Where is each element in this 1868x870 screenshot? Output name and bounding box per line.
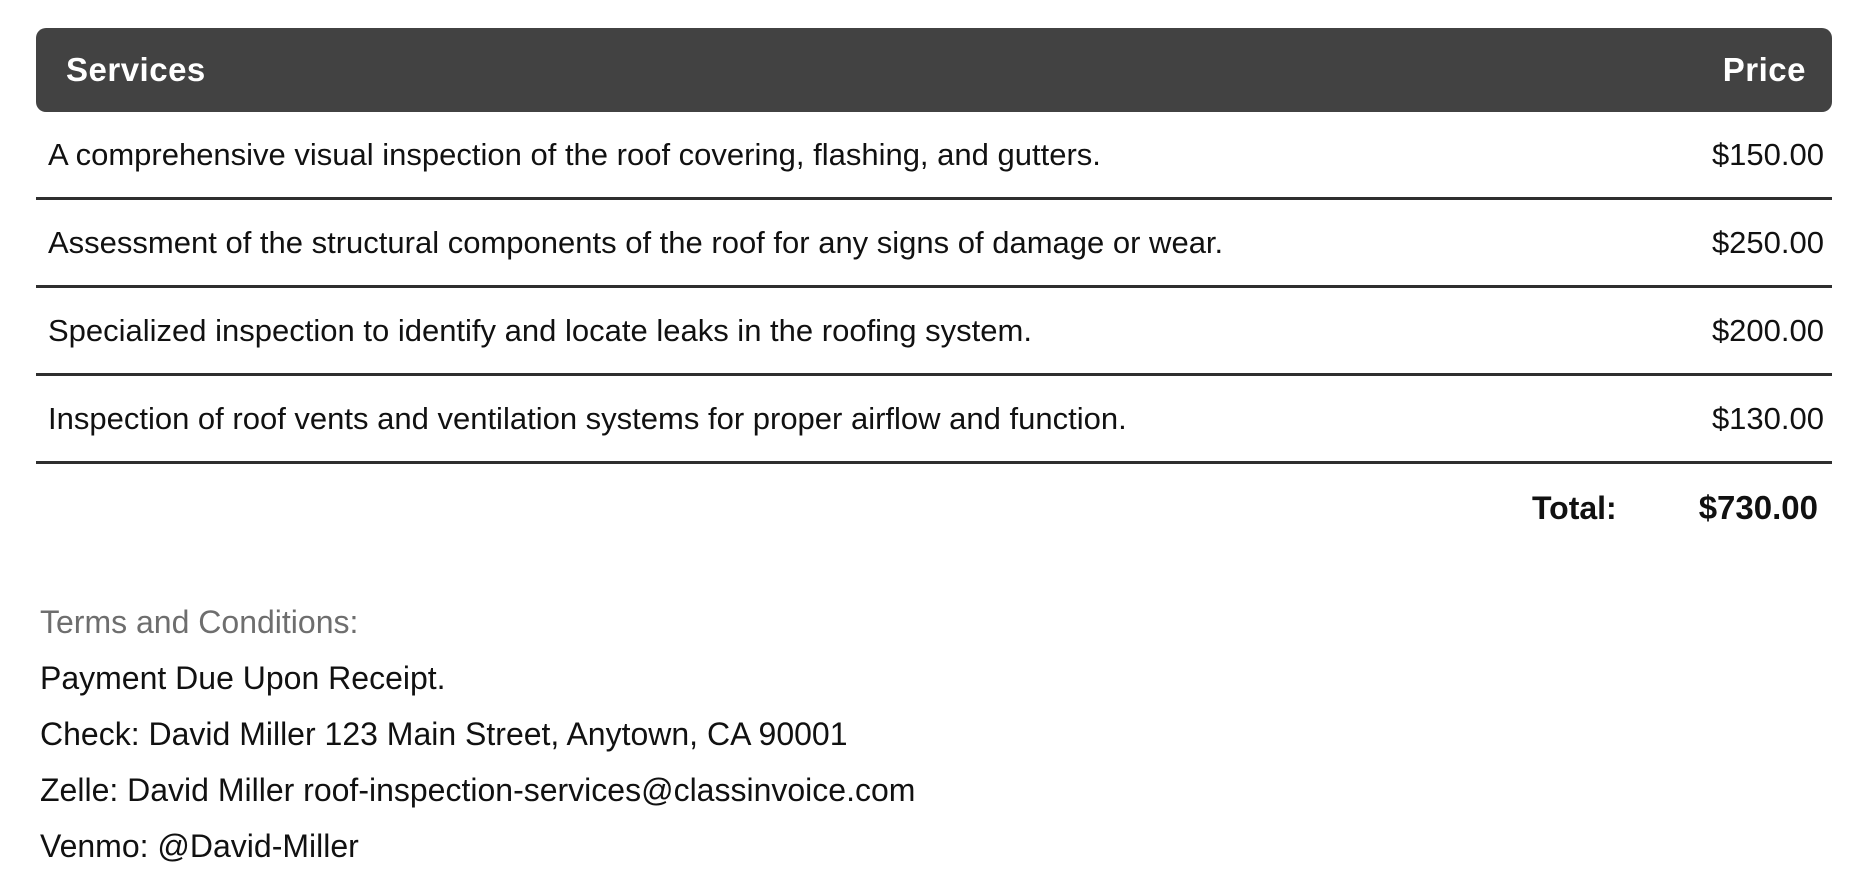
terms-zelle-info: Zelle: David Miller roof-inspection-services@classinvoice.com — [40, 772, 916, 808]
service-description: Inspection of roof vents and ventilation systems for proper airflow and function. — [48, 400, 1127, 436]
table-row — [36, 112, 1832, 200]
invoice-document — [36, 28, 1832, 870]
terms-payment-due: Payment Due Upon Receipt. — [40, 660, 446, 696]
total-label: Total: — [1531, 489, 1617, 526]
terms-heading: Terms and Conditions: — [40, 604, 359, 640]
total-row — [36, 464, 1832, 552]
service-description: Assessment of the structural components of the roof for any signs of damage or wear. — [48, 224, 1224, 260]
service-price: $200.00 — [1711, 312, 1824, 348]
service-price: $150.00 — [1711, 136, 1824, 172]
services-column-header: Services — [66, 51, 206, 88]
table-row — [36, 376, 1832, 464]
service-price: $250.00 — [1711, 224, 1824, 260]
terms-check-info: Check: David Miller 123 Main Street, Anytown, CA 90001 — [40, 716, 848, 752]
service-price: $130.00 — [1711, 400, 1824, 436]
total-amount: $730.00 — [1698, 489, 1818, 526]
service-description: Specialized inspection to identify and locate leaks in the roofing system. — [48, 312, 1032, 348]
terms-venmo-info: Venmo: @David-Miller — [40, 828, 359, 864]
table-row — [36, 288, 1832, 376]
price-column-header: Price — [1722, 51, 1806, 88]
service-description: A comprehensive visual inspection of the roof covering, flashing, and gutters. — [48, 136, 1101, 172]
table-header — [36, 28, 1832, 112]
table-row — [36, 200, 1832, 288]
terms-section — [36, 594, 1832, 870]
